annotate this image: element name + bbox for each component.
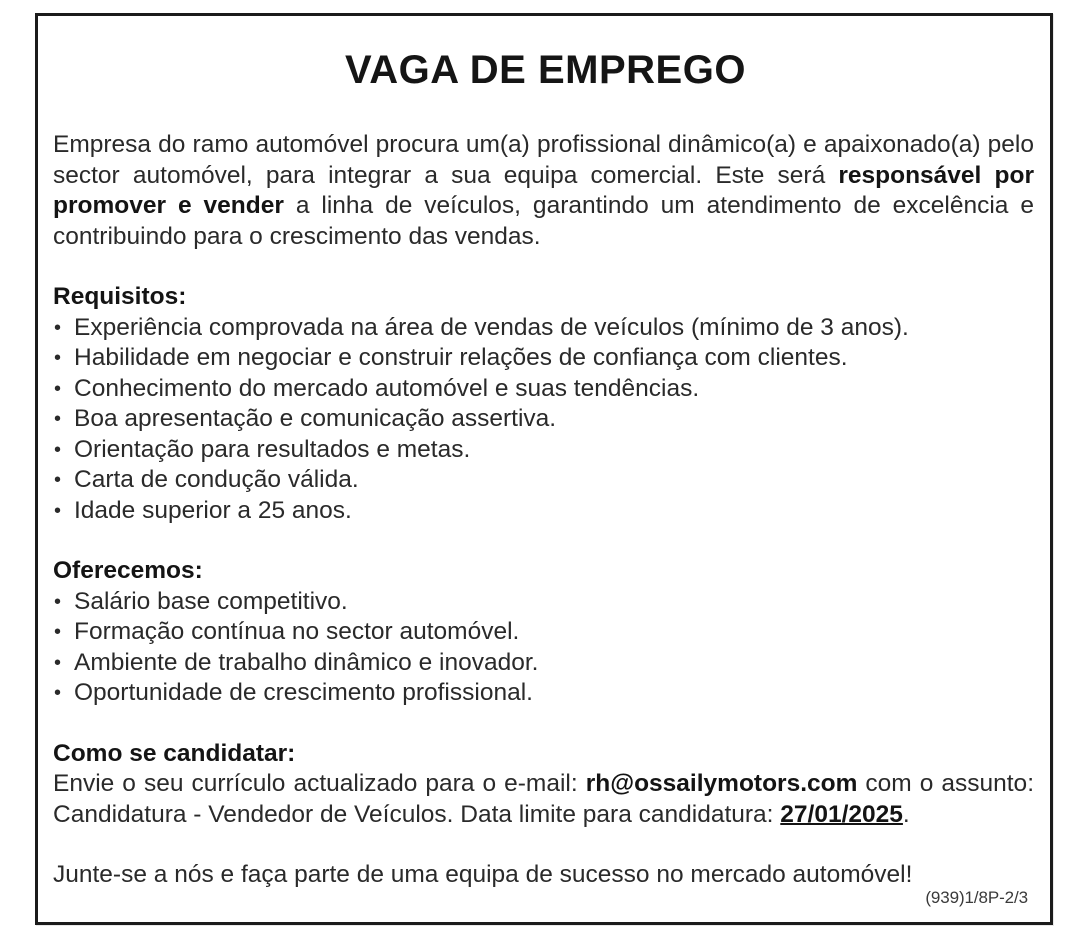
list-item (53, 587, 1034, 618)
list-item-label: Salário base competitivo. (74, 587, 348, 615)
bullet-icon: • (54, 377, 62, 400)
list-item-label: Boa apresentação e comunicação assertiva. (74, 405, 557, 432)
intro-text-bold: responsável por promover e vender (53, 161, 1035, 219)
list-item-label: Orientação para resultados e metas. (74, 435, 471, 463)
list-item (53, 374, 1034, 405)
bullet-icon: • (54, 347, 62, 369)
intro-text-part-2: a linha de veículos, garantindo um atendimento de excelência e contribuindo para o crescimento das vendas. (53, 192, 1034, 250)
ad-body (51, 130, 1040, 891)
bullet-icon: • (54, 590, 62, 613)
apply-text-part-2: com o assunto: Candidatura - Vendedor de Veículos. Data limite para candidatura: (53, 770, 1034, 828)
list-item-label: Formação contínua no sector automóvel. (74, 618, 520, 645)
bullet-icon: • (54, 499, 62, 522)
list-item (53, 617, 1034, 648)
closing-paragraph: Junte-se a nós e faça parte de uma equipa de sucesso no mercado automóvel! (53, 861, 913, 888)
intro-text-part-1: Empresa do ramo automóvel procura um(a) profissional dinâmico(a) e apaixonado(a) pelo sector automóvel, para integrar a sua equipa comercial. Este será (53, 131, 1034, 189)
offers-list (53, 587, 1034, 709)
list-item (53, 313, 1034, 344)
bullet-icon: • (54, 682, 62, 704)
how-to-apply-section (53, 739, 1034, 831)
intro-paragraph (53, 130, 1034, 252)
list-item (53, 648, 1034, 679)
list-item (53, 496, 1034, 527)
list-item-label: Idade superior a 25 anos. (74, 496, 352, 524)
bullet-icon: • (54, 316, 62, 339)
apply-text-part-3: . (902, 800, 910, 828)
requirements-heading: Requisitos: (53, 283, 187, 310)
offers-section (53, 556, 1034, 709)
list-item-label: Ambiente de trabalho dinâmico e inovador. (74, 648, 539, 676)
ad-content-area (51, 22, 1040, 918)
bullet-icon: • (54, 621, 62, 643)
how-to-apply-heading: Como se candidatar: (53, 739, 296, 767)
list-item-label: Oportunidade de crescimento profissional. (74, 679, 533, 706)
application-deadline: 27/01/2025 (780, 800, 903, 828)
list-item-label: Experiência comprovada na área de vendas de veículos (mínimo de 3 anos). (74, 313, 909, 341)
list-item-label: Conhecimento do mercado automóvel e suas tendências. (74, 374, 700, 402)
requirements-section (53, 282, 1034, 526)
bullet-icon: • (54, 438, 62, 461)
list-item (53, 343, 1034, 374)
list-item (53, 678, 1034, 709)
bullet-icon: • (54, 408, 62, 430)
bullet-icon: • (54, 469, 62, 491)
list-item-label: Habilidade em negociar e construir relações de confiança com clientes. (74, 344, 848, 371)
list-item-label: Carta de condução válida. (74, 466, 359, 493)
list-item (53, 404, 1034, 435)
requirements-list (53, 313, 1034, 527)
contact-email[interactable]: rh@ossailymotors.com (585, 770, 858, 797)
bullet-icon: • (54, 651, 62, 674)
page-title: VAGA DE EMPREGO (345, 48, 746, 92)
reference-code: (939)1/8P-2/3 (925, 888, 1028, 907)
list-item (53, 435, 1034, 466)
list-item (53, 465, 1034, 496)
offers-heading: Oferecemos: (53, 557, 203, 584)
how-to-apply-text (53, 769, 1034, 830)
apply-text-part-1: Envie o seu currículo actualizado para o e-mail: (53, 770, 586, 797)
ad-border-frame (35, 13, 1053, 925)
